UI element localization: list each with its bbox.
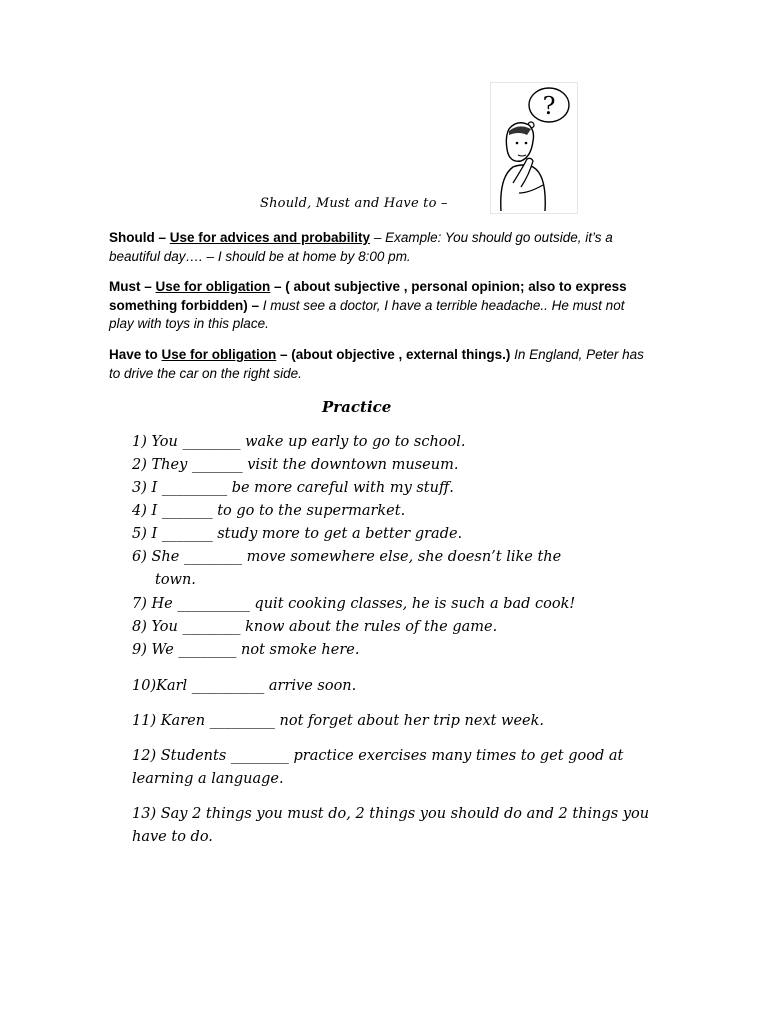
exercise-item-continuation: town. [155, 572, 196, 588]
exercise-item: 7) He __________ quit cooking classes, he is such a bad cook! [132, 596, 576, 612]
must-use: Use for obligation [155, 279, 271, 294]
have-to-note: – (about objective , external things.) [276, 347, 515, 362]
should-rule [109, 229, 649, 266]
question-mark: ? [542, 92, 556, 120]
exercise-item: 11) Karen _________ not forget about her trip next week. [132, 713, 545, 729]
exercise-item: 6) She ________ move somewhere else, she doesn’t like the [132, 549, 562, 565]
should-term: Should – [109, 230, 170, 245]
have-to-rule [109, 346, 649, 383]
practice-heading: Practice [322, 398, 392, 416]
should-example: – Example: You should go outside, it’s a beautiful day…. – I should be at home by 8:00 pm. [109, 230, 613, 264]
thinking-man-icon [491, 83, 577, 213]
should-use: Use for advices and probability [169, 230, 371, 245]
exercise-item: 3) I _________ be more careful with my stuff. [132, 480, 454, 496]
have-to-term: Have to [109, 347, 162, 362]
exercise-item: 12) Students ________ practice exercises many times to get good at learning a language. [132, 748, 624, 787]
exercise-item: 8) You ________ know about the rules of the game. [132, 619, 498, 635]
exercise-item: 5) I _______ study more to get a better grade. [132, 526, 463, 542]
exercise-item: 4) I _______ to go to the supermarket. [132, 503, 406, 519]
exercise-item: 13) Say 2 things you must do, 2 things you should do and 2 things you have to do. [132, 806, 650, 845]
exercise-item: 1) You ________ wake up early to go to school. [132, 434, 466, 450]
exercise-item: 9) We ________ not smoke here. [132, 642, 360, 658]
must-example: I must see a doctor, I have a terrible headache.. He must not play with toys in this place. [109, 297, 625, 331]
thinking-man-illustration [490, 82, 578, 214]
worksheet-title: Should, Must and Have to – [260, 196, 448, 211]
must-rule [109, 278, 649, 334]
must-note: – ( about subjective , personal opinion; also to express something forbidden) – [109, 279, 627, 313]
have-to-use: Use for obligation [161, 347, 277, 362]
exercise-item: 10)Karl __________ arrive soon. [132, 678, 357, 694]
exercise-item: 2) They _______ visit the downtown museum. [132, 457, 459, 473]
must-term: Must – [109, 279, 156, 294]
have-to-example: In England, Peter has to drive the car on the right side. [109, 347, 644, 381]
